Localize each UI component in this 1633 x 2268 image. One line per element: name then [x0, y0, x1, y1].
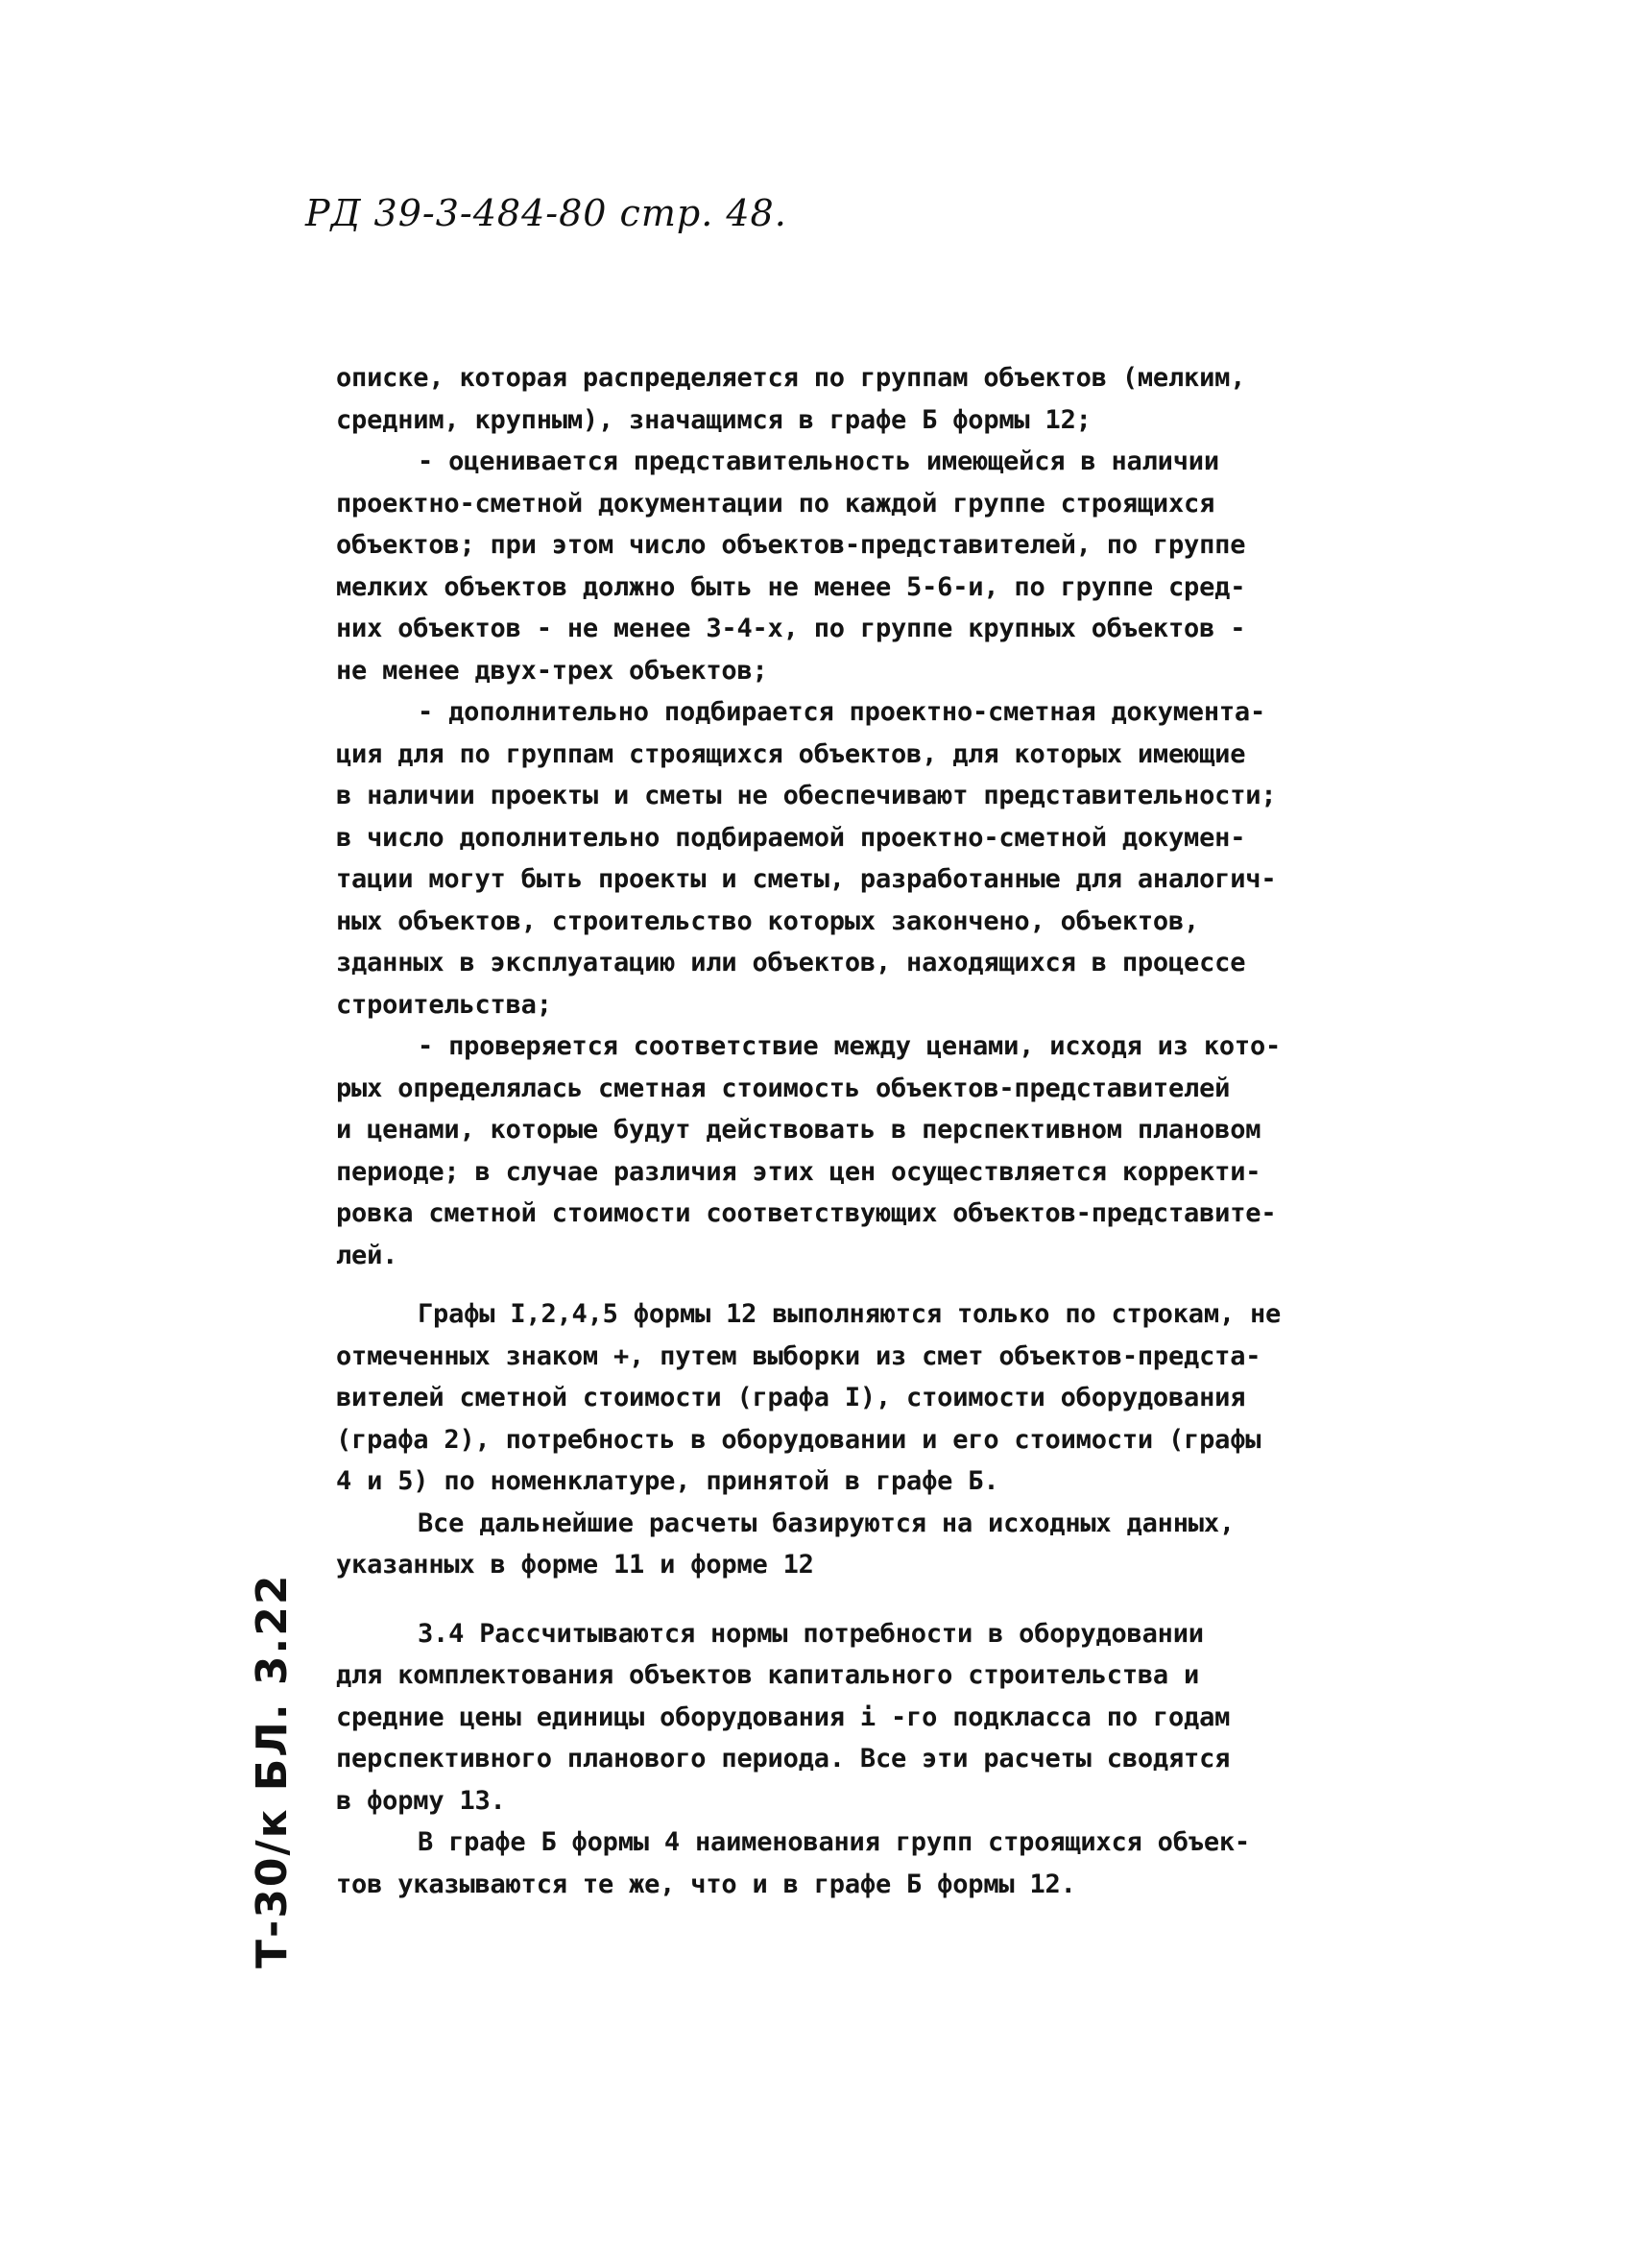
text-line: для комплектования объектов капитального строительства и	[336, 1660, 1200, 1690]
body-text	[336, 357, 1296, 1905]
text-line: не менее двух-трех объектов;	[336, 655, 768, 686]
text-line: ровка сметной стоимости соответствующих объектов-представите-	[336, 1198, 1277, 1228]
text-line: рых определялась сметная стоимость объектов-представителей	[336, 1073, 1231, 1103]
text-line: ных объектов, строительство которых закончено, объектов,	[336, 905, 1200, 936]
text-line: проектно-сметной документации по каждой группе строящихся	[336, 488, 1215, 519]
text-line: средним, крупным), значащимся в графе Б формы 12;	[336, 404, 1092, 435]
text-line: Графы I,2,4,5 формы 12 выполняются только по строкам, не	[418, 1299, 1282, 1329]
text-line: (графа 2), потребность в оборудовании и его стоимости (графы	[336, 1424, 1261, 1455]
text-line: в форму 13.	[336, 1785, 506, 1816]
text-line: лей.	[336, 1240, 398, 1270]
text-line: перспективного планового периода. Все эти расчеты сводятся	[336, 1744, 1231, 1773]
text-line: Все дальнейшие расчеты базируются на исходных данных,	[418, 1508, 1235, 1538]
text-line: объектов; при этом число объектов-представителей, по группе	[336, 530, 1246, 560]
text-line: 4 и 5) по номенклатуре, принятой в графе Б.	[336, 1466, 999, 1496]
text-line: тов указываются те же, что и в графе Б формы 12.	[336, 1869, 1076, 1899]
text-line: периоде; в случае различия этих цен осуществляется корректи-	[336, 1156, 1261, 1187]
text-line: - проверяется соответствие между ценами, исходя из кото-	[418, 1031, 1282, 1061]
text-line: - оценивается представительность имеющейся в наличии	[418, 446, 1219, 476]
text-line: вителей сметной стоимости (графа I), стоимости оборудования	[336, 1383, 1246, 1412]
text-line: - дополнительно подбирается проектно-сметная документа-	[418, 697, 1266, 727]
text-line: В графе Б формы 4 наименования групп строящихся объек-	[418, 1827, 1250, 1857]
text-line: мелких объектов должно быть не менее 5-6-и, по группе сред-	[336, 571, 1246, 602]
document-reference: РД 39-3-484-80 стр. 48.	[305, 192, 787, 234]
text-line: 3.4 Рассчитываются нормы потребности в оборудовании	[418, 1618, 1204, 1649]
text-line: и ценами, которые будут действовать в перспективном плановом	[336, 1115, 1261, 1145]
text-line: описке, которая распределяется по группам объектов (мелким,	[336, 363, 1246, 393]
text-line: зданных в эксплуатацию или объектов, находящихся в процессе	[336, 948, 1246, 977]
margin-stamp: Т-30/к БЛ. 3.22	[248, 1573, 297, 1968]
text-line: них объектов - не менее 3-4-х, по группе крупных объектов -	[336, 614, 1246, 643]
text-line: средние цены единицы оборудования i -го подкласса по годам	[336, 1701, 1231, 1732]
text-line: в наличии проекты и сметы не обеспечивают представительности;	[336, 781, 1277, 810]
text-line: в число дополнительно подбираемой проектно-сметной докумен-	[336, 822, 1246, 853]
text-line: строительства;	[336, 989, 552, 1020]
text-line: отмеченных знаком +, путем выборки из смет объектов-предста-	[336, 1340, 1261, 1371]
text-line: указанных в форме 11 и форме 12	[336, 1550, 814, 1580]
text-line: тации могут быть проекты и сметы, разработанные для аналогич-	[336, 864, 1277, 894]
text-line: ция для по группам строящихся объектов, для которых имеющие	[336, 738, 1246, 769]
